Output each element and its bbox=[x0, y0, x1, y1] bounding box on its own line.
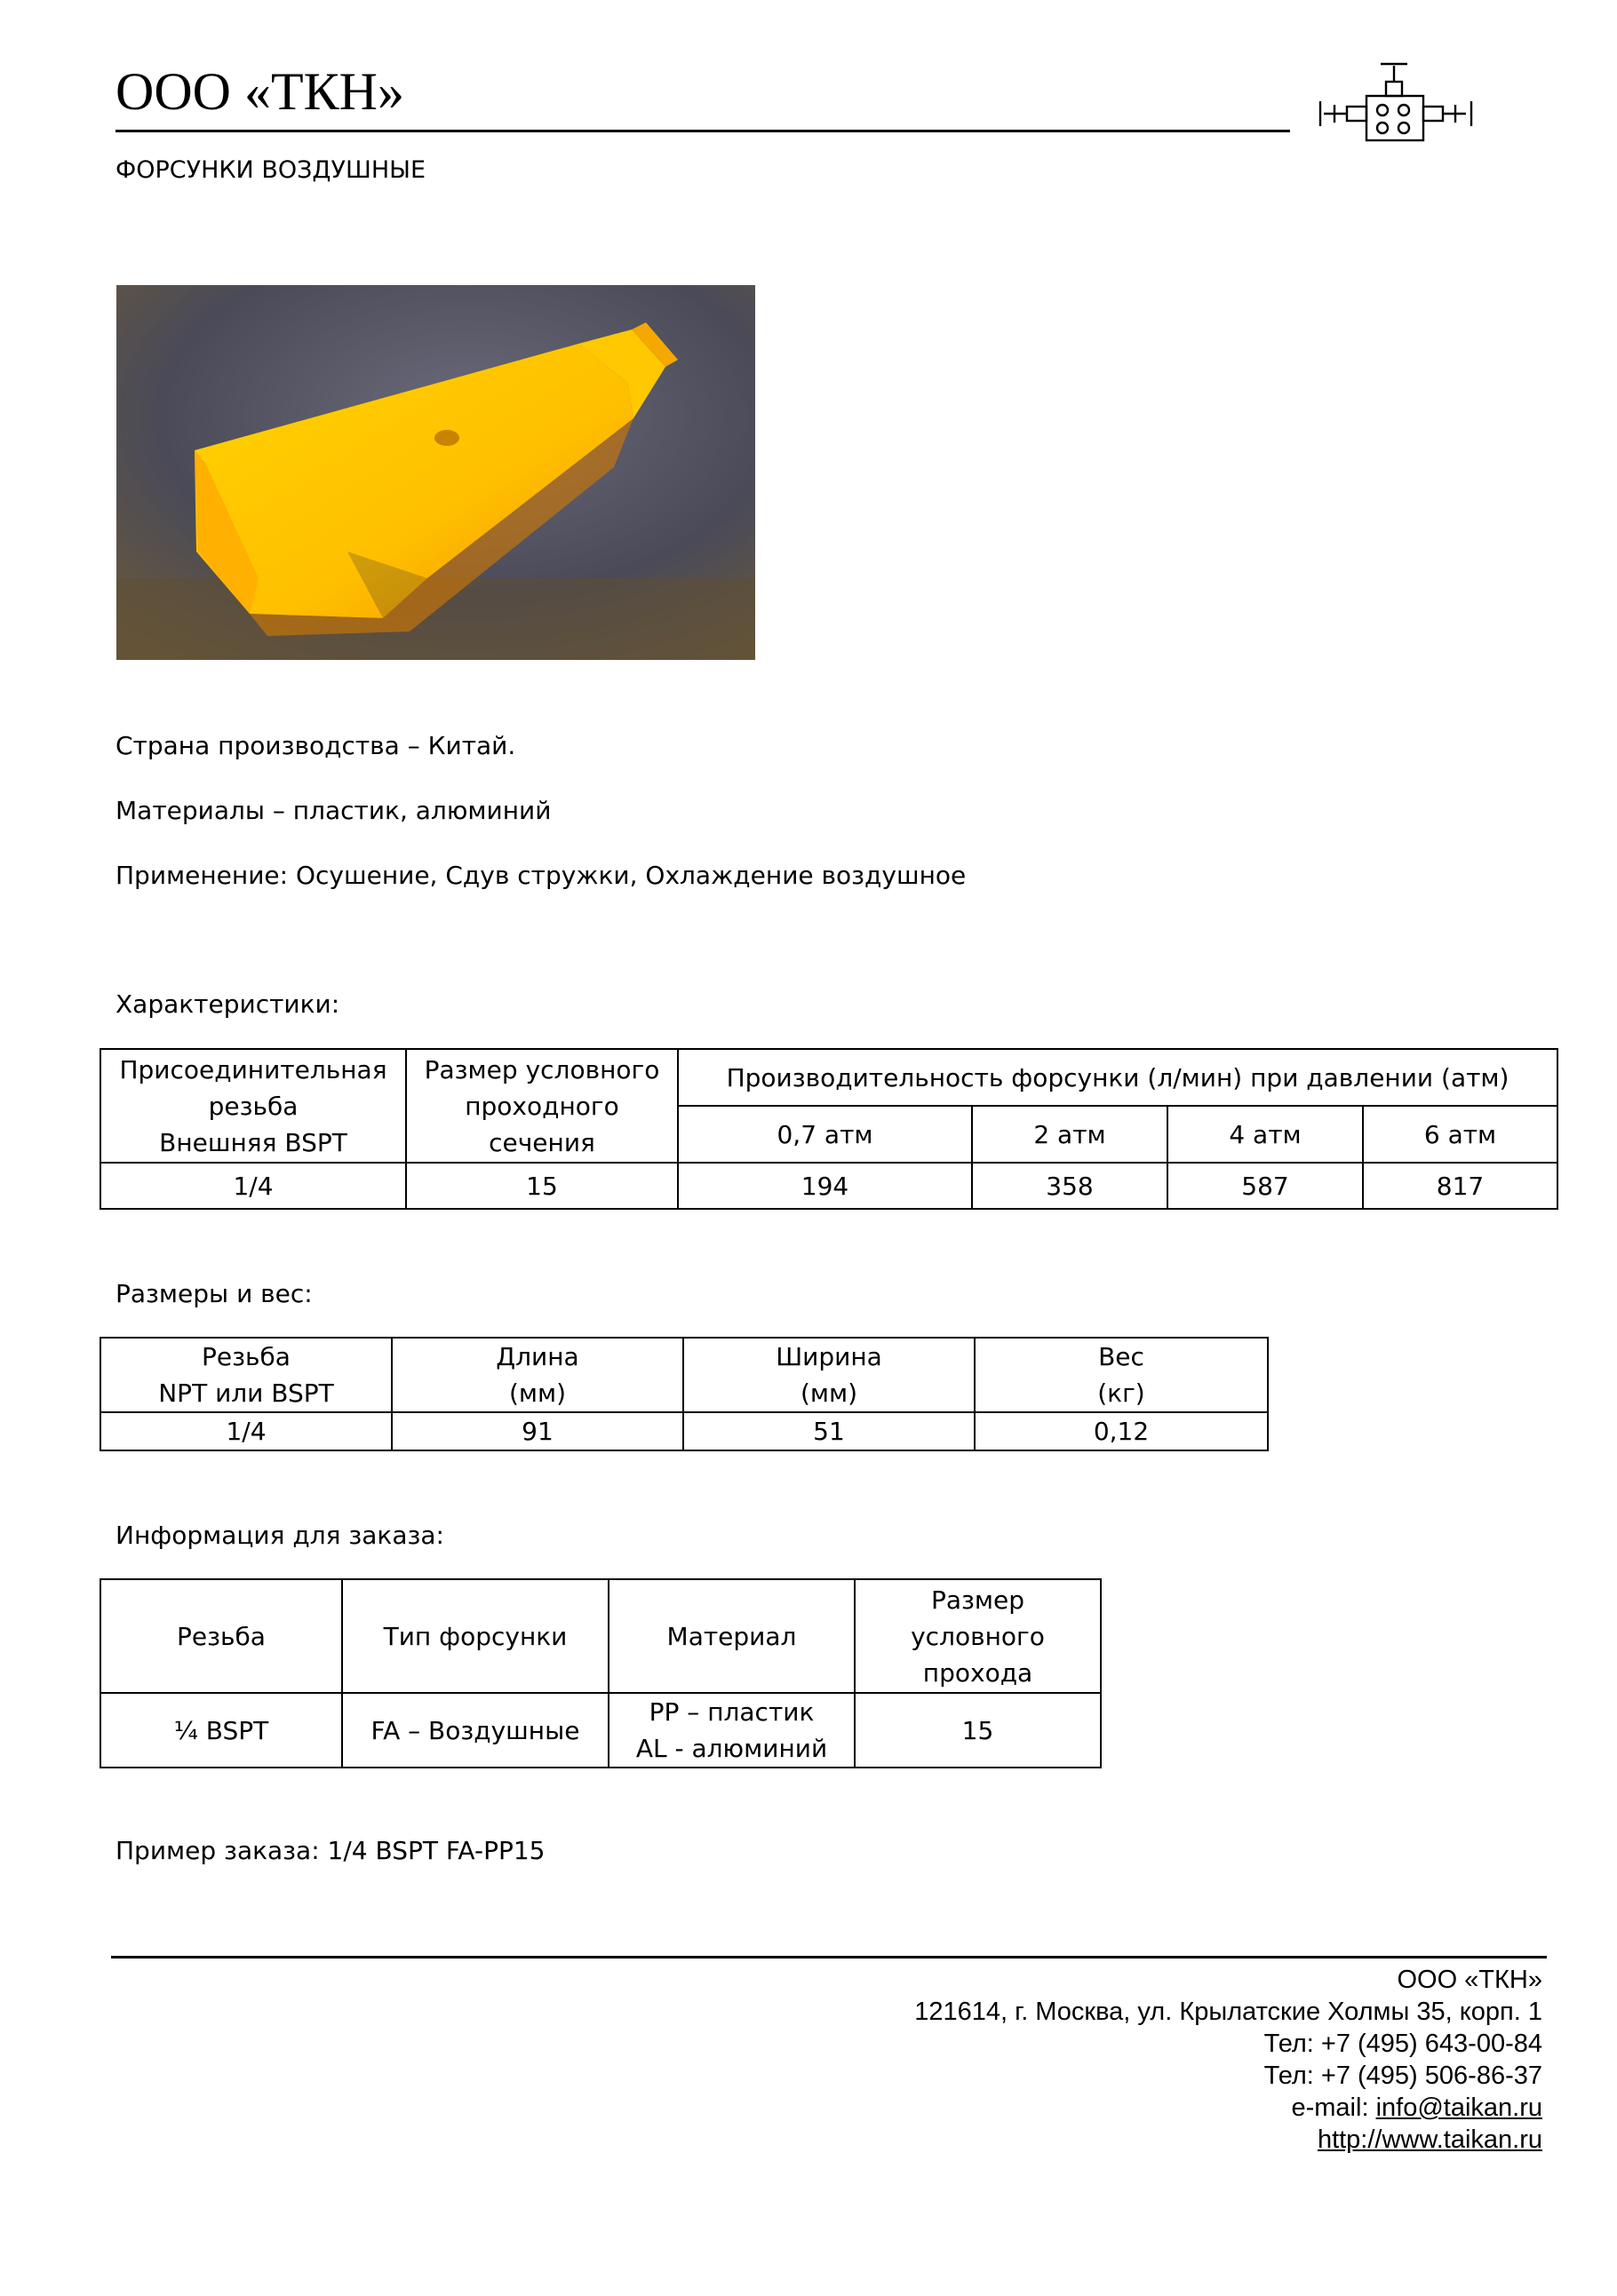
section-title: ФОРСУНКИ ВОЗДУШНЫЕ bbox=[116, 156, 426, 184]
table-cell: 15 bbox=[855, 1693, 1101, 1768]
product-photo bbox=[116, 285, 755, 660]
header-weight: Вес (кг) bbox=[975, 1338, 1268, 1412]
header-divider bbox=[116, 130, 1290, 132]
pressure-2: 2 атм bbox=[972, 1106, 1167, 1163]
table-cell: 194 bbox=[678, 1163, 972, 1209]
footer-email-row bbox=[914, 2092, 1542, 2124]
header-passage-size: Размер условного прохода bbox=[855, 1579, 1101, 1693]
table-cell: 91 bbox=[392, 1412, 683, 1450]
website-link[interactable]: http://www.taikan.ru bbox=[1317, 2125, 1542, 2154]
table-cell: 587 bbox=[1167, 1163, 1363, 1209]
pressure-4: 4 атм bbox=[1167, 1106, 1363, 1163]
materials-line: Материалы – пластик, алюминий bbox=[116, 796, 552, 825]
header-length: Длина (мм) bbox=[392, 1338, 683, 1412]
footer-phone-2: Тел: +7 (495) 506-86-37 bbox=[1263, 2062, 1542, 2090]
table-cell: PP – пластик AL - алюминий bbox=[609, 1693, 855, 1768]
footer-contacts bbox=[914, 1964, 1542, 2156]
table-cell: 817 bbox=[1363, 1163, 1557, 1209]
header-nozzle-type: Тип форсунки bbox=[342, 1579, 609, 1693]
table-cell: ¼ BSPT bbox=[100, 1693, 342, 1768]
table-cell: 51 bbox=[683, 1412, 975, 1450]
table-cell: 1/4 bbox=[100, 1163, 406, 1209]
header-width: Ширина (мм) bbox=[683, 1338, 975, 1412]
footer-address: 121614, г. Москва, ул. Крылатские Холмы 35, корп. 1 bbox=[914, 1998, 1542, 2026]
email-link[interactable]: info@taikan.ru bbox=[1375, 2093, 1542, 2122]
company-title: ООО «ТКН» bbox=[116, 62, 404, 121]
header-thread: Присоединительная резьба Внешняя BSPT bbox=[100, 1049, 406, 1163]
order-info-heading: Информация для заказа: bbox=[116, 1521, 444, 1550]
order-example: Пример заказа: 1/4 BSPT FA-PP15 bbox=[116, 1836, 546, 1865]
table-cell: 15 bbox=[406, 1163, 678, 1209]
footer-phone-1: Тел: +7 (495) 643-00-84 bbox=[1263, 2030, 1542, 2058]
header-passage-size: Размер условного проходного сечения bbox=[406, 1049, 678, 1163]
characteristics-heading: Характеристики: bbox=[116, 989, 340, 1019]
table-cell: 1/4 bbox=[100, 1412, 392, 1450]
pressure-0-7: 0,7 атм bbox=[678, 1106, 972, 1163]
application-line: Применение: Осушение, Сдув стружки, Охлаждение воздушное bbox=[116, 861, 967, 890]
email-label: e-mail: bbox=[1291, 2093, 1376, 2122]
characteristics-table bbox=[100, 1048, 1558, 1210]
order-table bbox=[100, 1578, 1102, 1768]
country-of-origin: Страна производства – Китай. bbox=[116, 731, 516, 760]
pressure-6: 6 атм bbox=[1363, 1106, 1557, 1163]
valve-manifold-logo bbox=[1311, 57, 1482, 153]
footer-divider bbox=[111, 1956, 1547, 1958]
dimensions-table bbox=[100, 1337, 1269, 1451]
header-performance: Производительность форсунки (л/мин) при давлении (атм) bbox=[678, 1049, 1557, 1106]
header-thread: Резьба bbox=[100, 1579, 342, 1693]
table-cell: FA – Воздушные bbox=[342, 1693, 609, 1768]
header-material: Материал bbox=[609, 1579, 855, 1693]
table-cell: 0,12 bbox=[975, 1412, 1268, 1450]
footer-company: ООО «ТКН» bbox=[1397, 1966, 1542, 1994]
table-cell: 358 bbox=[972, 1163, 1167, 1209]
header-thread: Резьба NPT или BSPT bbox=[100, 1338, 392, 1412]
dimensions-heading: Размеры и вес: bbox=[116, 1279, 313, 1308]
